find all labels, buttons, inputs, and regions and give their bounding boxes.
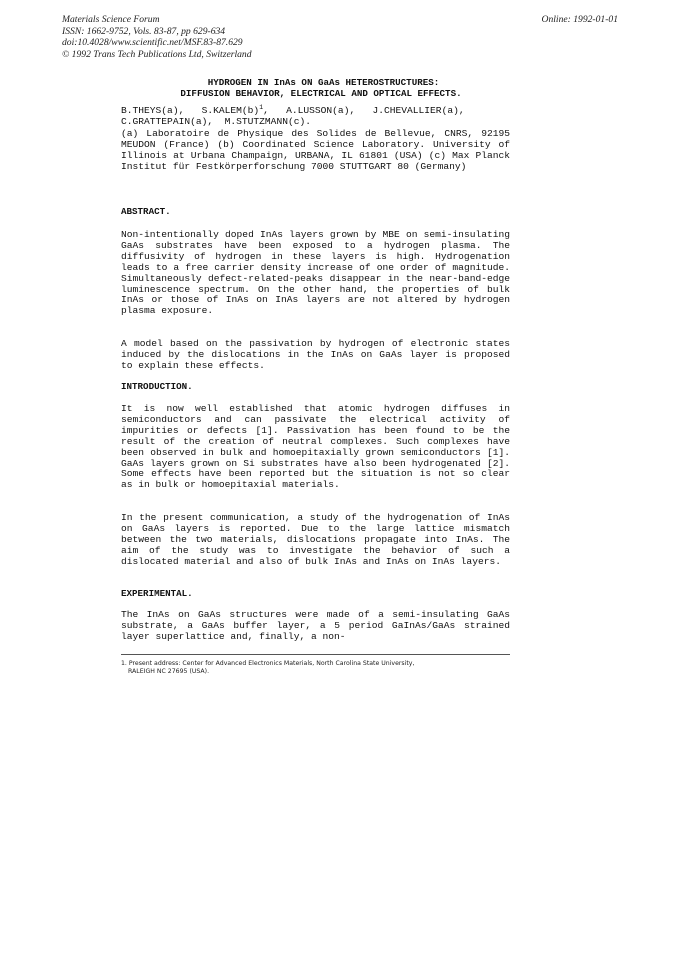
abstract-heading: ABSTRACT. bbox=[121, 206, 171, 217]
introduction-heading: INTRODUCTION. bbox=[121, 381, 193, 392]
intro-p2-text: In the present communication, a study of the hydrogenation of InAs on GaAs layers is reported. Due to the large lattice mismatch between the two materials, dislocations propagate into InAs. The aim of the study was to investigate the behavior of such a dislocated material and also of bulk InAs and InAs on InAs layers. bbox=[121, 512, 510, 567]
authors-line-1b: , A.LUSSON(a), J.CHEVALLIER(a), bbox=[263, 105, 465, 116]
title-line-1: HYDROGEN IN InAs ON GaAs HETEROSTRUCTURES: bbox=[207, 77, 440, 88]
introduction-paragraph-1 bbox=[121, 404, 510, 491]
paper-title bbox=[62, 77, 618, 99]
footnote-line-1: 1. Present address: Center for Advanced Electronics Materials, North Carolina State University, bbox=[121, 660, 415, 667]
exp-p1-text: The InAs on GaAs structures were made of a semi-insulating GaAs substrate, a GaAs buffer layer, a 5 period GaInAs/GaAs strained layer superlattice and, finally, a non- bbox=[121, 609, 510, 642]
footnote bbox=[121, 660, 521, 676]
abstract-paragraph-1 bbox=[121, 230, 510, 317]
copyright-line: © 1992 Trans Tech Publications Ltd, Switzerland bbox=[62, 48, 252, 60]
affiliations bbox=[121, 129, 510, 173]
author-list bbox=[121, 103, 510, 128]
abstract-p1-text: Non-intentionally doped InAs layers grown by MBE on semi-insulating GaAs substrates have been exposed to a hydrogen plasma. The diffusivity of hydrogen in these layers is high. Hydrogenation leads to a free carrier density increase of one order of magnitude. Simultaneously defect-related-peaks disappear in the near-band-edge luminescence spectrum. On the other hand, the properties of bulk InAs or those of InAs on InAs layers are not altered by hydrogen plasma exposure. bbox=[121, 229, 510, 317]
intro-p1-text: It is now well established that atomic hydrogen diffuses in semiconductors and can passivate the electrical activity of impurities or defects [1]. Passivation has been found to be the result of the creation of neutral complexes. Such complexes have been observed in bulk and homoepitaxially grown semiconductors [1]. GaAs layers grown on Si substrates have also been hydrogenated [2]. Some effects have been reported but the situation is not so clear as in bulk or homoepitaxial materials. bbox=[121, 403, 510, 491]
author-footnote-mark: 1 bbox=[259, 103, 264, 111]
footnote-rule bbox=[121, 654, 510, 655]
introduction-paragraph-2 bbox=[121, 513, 510, 568]
abstract-p2-text: A model based on the passivation by hydrogen of electronic states induced by the dislocations in the InAs on GaAs layer is proposed to explain these effects. bbox=[121, 338, 510, 371]
publication-header bbox=[62, 14, 618, 60]
doi-line: doi:10.4028/www.scientific.net/MSF.83-87.629 bbox=[62, 37, 243, 49]
journal-name: Materials Science Forum bbox=[62, 14, 160, 25]
issn-line: ISSN: 1662-9752, Vols. 83-87, pp 629-634 bbox=[62, 25, 226, 37]
title-line-2: DIFFUSION BEHAVIOR, ELECTRICAL AND OPTICAL EFFECTS. bbox=[180, 88, 462, 100]
affiliations-text: (a) Laboratoire de Physique des Solides de Bellevue, CNRS, 92195 MEUDON (France) (b) Coordinated Science Laboratory. University of Illinois at Urbana Champaign, URBANA, IL 61801 (USA) (c) Max Planck Institut für Festkörperforschung 7000 STUTTGART 80 (Germany) bbox=[121, 128, 510, 172]
authors-line-2: C.GRATTEPAIN(a), M.STUTZMANN(c). bbox=[121, 115, 311, 127]
abstract-paragraph-2 bbox=[121, 339, 510, 372]
online-date: Online: 1992-01-01 bbox=[541, 14, 618, 25]
experimental-heading: EXPERIMENTAL. bbox=[121, 588, 193, 599]
experimental-paragraph-1 bbox=[121, 610, 510, 643]
authors-line-1a: B.THEYS(a), S.KALEM(b) bbox=[121, 105, 260, 116]
footnote-line-2: RALEIGH NC 27695 (USA). bbox=[128, 668, 210, 676]
